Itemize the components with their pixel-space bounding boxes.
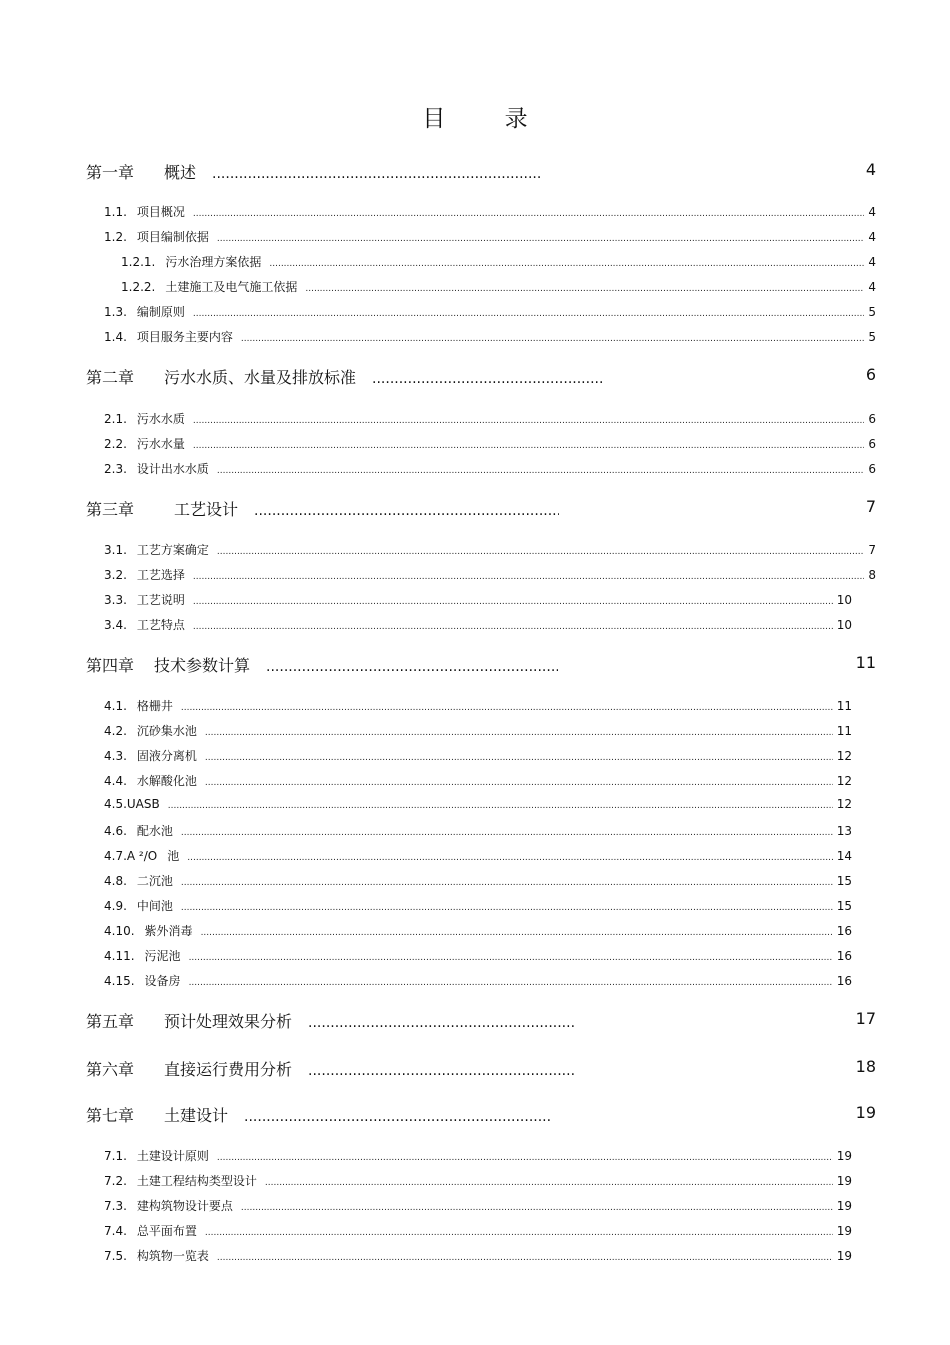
toc-page-number: 10 <box>836 618 852 632</box>
toc-entry-number: 3.4. <box>104 618 127 632</box>
toc-page-number: 6 <box>865 365 876 384</box>
toc-chapter-row[interactable] <box>86 1057 876 1080</box>
toc-page-number: 19 <box>855 1103 876 1122</box>
toc-page-number: 11 <box>836 724 852 738</box>
toc-entry-title: 污水水量 <box>136 437 185 451</box>
toc-entry-title: 概述 <box>164 163 197 182</box>
toc-section-row[interactable] <box>104 797 852 811</box>
toc-entry-number: 4.15. <box>104 974 135 988</box>
toc-entry-number: 第一章 <box>86 163 135 182</box>
toc-dot-leader <box>244 1109 550 1125</box>
toc-section-row[interactable] <box>104 722 852 739</box>
toc-title-char-2: 录 <box>504 106 528 132</box>
toc-entry-number: 2.3. <box>104 462 127 476</box>
toc-dot-leader <box>205 728 833 738</box>
toc-page-number: 19 <box>836 1174 852 1188</box>
toc-page-number: 5 <box>868 330 876 344</box>
toc-entry-title: 沉砂集水池 <box>136 724 197 738</box>
toc-page-number: 10 <box>836 593 852 607</box>
toc-section-row[interactable] <box>104 460 876 477</box>
toc-entry-number: 1.3. <box>104 305 127 319</box>
toc-entry-title: 污水水质、水量及排放标准 <box>164 368 357 387</box>
toc-entry-number: 3.3. <box>104 593 127 607</box>
toc-page-number: 6 <box>868 437 876 451</box>
toc-page-number: 19 <box>836 1224 852 1238</box>
toc-section-row[interactable] <box>104 541 876 558</box>
toc-entry-number: 1.1. <box>104 205 127 219</box>
toc-entry-title: 格栅井 <box>136 699 173 713</box>
toc-dot-leader <box>187 853 832 863</box>
toc-dot-leader <box>181 878 833 888</box>
toc-entry-number: 第六章 <box>86 1060 135 1079</box>
toc-entry-title: 建构筑物设计要点 <box>136 1199 233 1213</box>
toc-entry-title: 二沉池 <box>136 874 173 888</box>
toc-entry-number: 3.2. <box>104 568 127 582</box>
toc-section-row[interactable] <box>104 847 852 864</box>
toc-entry-title: 中间池 <box>136 899 173 913</box>
toc-page-number: 4 <box>868 280 876 294</box>
toc-dot-leader <box>217 466 864 476</box>
toc-entry-title: 土建设计原则 <box>136 1149 209 1163</box>
toc-entry-title: 工艺特点 <box>136 618 185 632</box>
toc-section-row[interactable] <box>104 1147 852 1164</box>
toc-dot-leader <box>193 597 833 607</box>
toc-dot-leader <box>265 1178 833 1188</box>
toc-entry-number: 4.10. <box>104 924 135 938</box>
toc-page-number: 4 <box>868 255 876 269</box>
toc-page-number: 11 <box>855 653 876 672</box>
toc-section-row[interactable] <box>104 1222 852 1239</box>
toc-page-number: 15 <box>836 899 852 913</box>
toc-dot-leader <box>189 953 833 963</box>
toc-section-row[interactable] <box>104 1247 852 1264</box>
toc-page-number: 12 <box>836 797 852 811</box>
toc-entry-title: 技术参数计算 <box>154 656 251 675</box>
toc-entry-number: 第二章 <box>86 368 135 387</box>
toc-dot-leader <box>212 166 542 182</box>
toc-page-number: 4 <box>868 230 876 244</box>
toc-dot-leader <box>372 371 604 387</box>
toc-chapter-row[interactable] <box>86 365 876 388</box>
toc-entry-number: 4.9. <box>104 899 127 913</box>
toc-dot-leader <box>205 753 833 763</box>
toc-dot-leader <box>168 801 833 811</box>
toc-entry-title: 土建施工及电气施工依据 <box>165 280 298 294</box>
toc-entry-title: 池 <box>167 849 180 863</box>
toc-entry-title: 直接运行费用分析 <box>164 1060 293 1079</box>
toc-dot-leader <box>193 309 864 319</box>
toc-entry-number: 4.8. <box>104 874 127 888</box>
toc-section-row[interactable] <box>104 747 852 764</box>
toc-page-number: 7 <box>865 497 876 516</box>
toc-dot-leader <box>205 1228 833 1238</box>
toc-section-row[interactable] <box>104 303 876 320</box>
toc-section-row[interactable] <box>104 972 852 989</box>
toc-entry-number: 第四章 <box>86 656 135 675</box>
toc-page-number: 19 <box>836 1149 852 1163</box>
toc-entry-number: 4.2. <box>104 724 127 738</box>
toc-dot-leader <box>217 1253 833 1263</box>
toc-page-number: 13 <box>836 824 852 838</box>
toc-page-number: 5 <box>868 305 876 319</box>
toc-entry-number: 4.1. <box>104 699 127 713</box>
toc-page-number: 4 <box>865 160 876 179</box>
toc-page-number: 6 <box>868 462 876 476</box>
toc-page-number: 7 <box>868 543 876 557</box>
toc-chapter-row[interactable] <box>86 653 876 676</box>
toc-entry-title: 配水池 <box>136 824 173 838</box>
toc-section-row[interactable] <box>104 1172 852 1189</box>
toc-entry-title: 项目编制依据 <box>136 230 209 244</box>
toc-entry-title: 污泥池 <box>144 949 181 963</box>
toc-entry-number: 7.5. <box>104 1249 127 1263</box>
toc-section-row[interactable] <box>104 822 852 839</box>
toc-section-row[interactable] <box>104 947 852 964</box>
toc-page-number: 16 <box>836 974 852 988</box>
toc-entry-title: 固液分离机 <box>136 749 197 763</box>
toc-entry-title: 项目概况 <box>136 205 185 219</box>
toc-entry-title: 土建工程结构类型设计 <box>136 1174 257 1188</box>
toc-dot-leader <box>181 828 833 838</box>
toc-page-number: 15 <box>836 874 852 888</box>
toc-page-number: 19 <box>836 1249 852 1263</box>
toc-page-number: 16 <box>836 924 852 938</box>
toc-entry-number: 4.5.UASB <box>104 797 160 811</box>
toc-chapter-row[interactable] <box>86 160 876 183</box>
toc-page-number: 19 <box>836 1199 852 1213</box>
toc-section-row[interactable] <box>104 897 852 914</box>
toc-entry-number: 4.11. <box>104 949 135 963</box>
toc-dot-leader <box>305 284 864 294</box>
toc-section-row[interactable] <box>104 697 852 714</box>
toc-entry-title: 设计出水水质 <box>136 462 209 476</box>
toc-entry-number: 7.4. <box>104 1224 127 1238</box>
toc-section-row[interactable] <box>121 253 876 270</box>
toc-entry-title: 污水水质 <box>136 412 185 426</box>
toc-title <box>0 100 950 133</box>
toc-page-number: 11 <box>836 699 852 713</box>
toc-chapter-row[interactable] <box>86 1009 876 1032</box>
toc-page-number: 8 <box>868 568 876 582</box>
toc-dot-leader <box>266 659 558 675</box>
toc-entry-title: 预计处理效果分析 <box>164 1012 293 1031</box>
toc-entry-number: 1.4. <box>104 330 127 344</box>
toc-entry-title: 构筑物一览表 <box>136 1249 209 1263</box>
toc-dot-leader <box>241 334 864 344</box>
toc-page-number: 4 <box>868 205 876 219</box>
toc-section-row[interactable] <box>104 922 852 939</box>
toc-entry-title: 设备房 <box>144 974 181 988</box>
toc-dot-leader <box>193 441 864 451</box>
toc-chapter-row[interactable] <box>86 1103 876 1126</box>
toc-entry-number: 4.4. <box>104 774 127 788</box>
toc-entry-title: 工艺方案确定 <box>136 543 209 557</box>
toc-entry-number: 1.2.2. <box>121 280 156 294</box>
toc-dot-leader <box>181 903 833 913</box>
toc-dot-leader <box>181 703 833 713</box>
toc-dot-leader <box>217 1153 833 1163</box>
toc-entry-title: 工艺说明 <box>136 593 185 607</box>
toc-section-row[interactable] <box>104 616 852 633</box>
toc-entry-number: 2.1. <box>104 412 127 426</box>
toc-dot-leader <box>193 416 864 426</box>
toc-entry-title: 紫外消毒 <box>144 924 193 938</box>
toc-entry-number: 3.1. <box>104 543 127 557</box>
toc-section-row[interactable] <box>104 410 876 427</box>
toc-chapter-row[interactable] <box>86 497 876 520</box>
toc-entry-number: 1.2.1. <box>121 255 156 269</box>
toc-section-row[interactable] <box>121 278 876 295</box>
toc-dot-leader <box>193 209 864 219</box>
toc-entry-number: 7.3. <box>104 1199 127 1213</box>
toc-dot-leader <box>217 547 864 557</box>
toc-dot-leader <box>308 1015 574 1031</box>
toc-dot-leader <box>205 778 833 788</box>
toc-entry-number: 4.3. <box>104 749 127 763</box>
toc-section-row[interactable] <box>104 1197 852 1214</box>
toc-entry-number: 4.7.A ²/O <box>104 849 158 863</box>
toc-entry-title: 项目服务主要内容 <box>136 330 233 344</box>
toc-section-row[interactable] <box>104 772 852 789</box>
toc-entry-number: 7.2. <box>104 1174 127 1188</box>
toc-entry-number: 1.2. <box>104 230 127 244</box>
toc-entry-title: 污水治理方案依据 <box>165 255 262 269</box>
toc-dot-leader <box>193 622 833 632</box>
toc-entry-title: 工艺设计 <box>174 500 239 519</box>
toc-page-number: 14 <box>836 849 852 863</box>
toc-entry-number: 4.6. <box>104 824 127 838</box>
toc-dot-leader <box>241 1203 833 1213</box>
toc-page-number: 18 <box>855 1057 876 1076</box>
toc-entry-number: 2.2. <box>104 437 127 451</box>
toc-dot-leader <box>217 234 864 244</box>
toc-entry-title: 水解酸化池 <box>136 774 197 788</box>
toc-entry-title: 总平面布置 <box>136 1224 197 1238</box>
toc-entry-title: 土建设计 <box>164 1106 229 1125</box>
toc-dot-leader <box>193 572 864 582</box>
toc-entry-number: 第三章 <box>86 500 135 519</box>
toc-section-row[interactable] <box>104 591 852 608</box>
toc-entry-title: 编制原则 <box>136 305 185 319</box>
toc-dot-leader <box>189 978 833 988</box>
toc-page-number: 16 <box>836 949 852 963</box>
toc-dot-leader <box>308 1063 574 1079</box>
toc-section-row[interactable] <box>104 566 876 583</box>
toc-page-number: 17 <box>855 1009 876 1028</box>
toc-entry-number: 7.1. <box>104 1149 127 1163</box>
toc-section-row[interactable] <box>104 228 876 245</box>
toc-section-row[interactable] <box>104 328 876 345</box>
toc-entry-number: 第七章 <box>86 1106 135 1125</box>
toc-section-row[interactable] <box>104 435 876 452</box>
toc-title-char-1: 目 <box>422 106 446 132</box>
toc-page-number: 12 <box>836 774 852 788</box>
toc-entry-title: 工艺选择 <box>136 568 185 582</box>
toc-page-number: 12 <box>836 749 852 763</box>
toc-section-row[interactable] <box>104 203 876 220</box>
toc-dot-leader <box>269 259 864 269</box>
toc-dot-leader <box>254 503 559 519</box>
toc-dot-leader <box>201 928 833 938</box>
toc-entry-number: 第五章 <box>86 1012 135 1031</box>
toc-page-number: 6 <box>868 412 876 426</box>
toc-section-row[interactable] <box>104 872 852 889</box>
